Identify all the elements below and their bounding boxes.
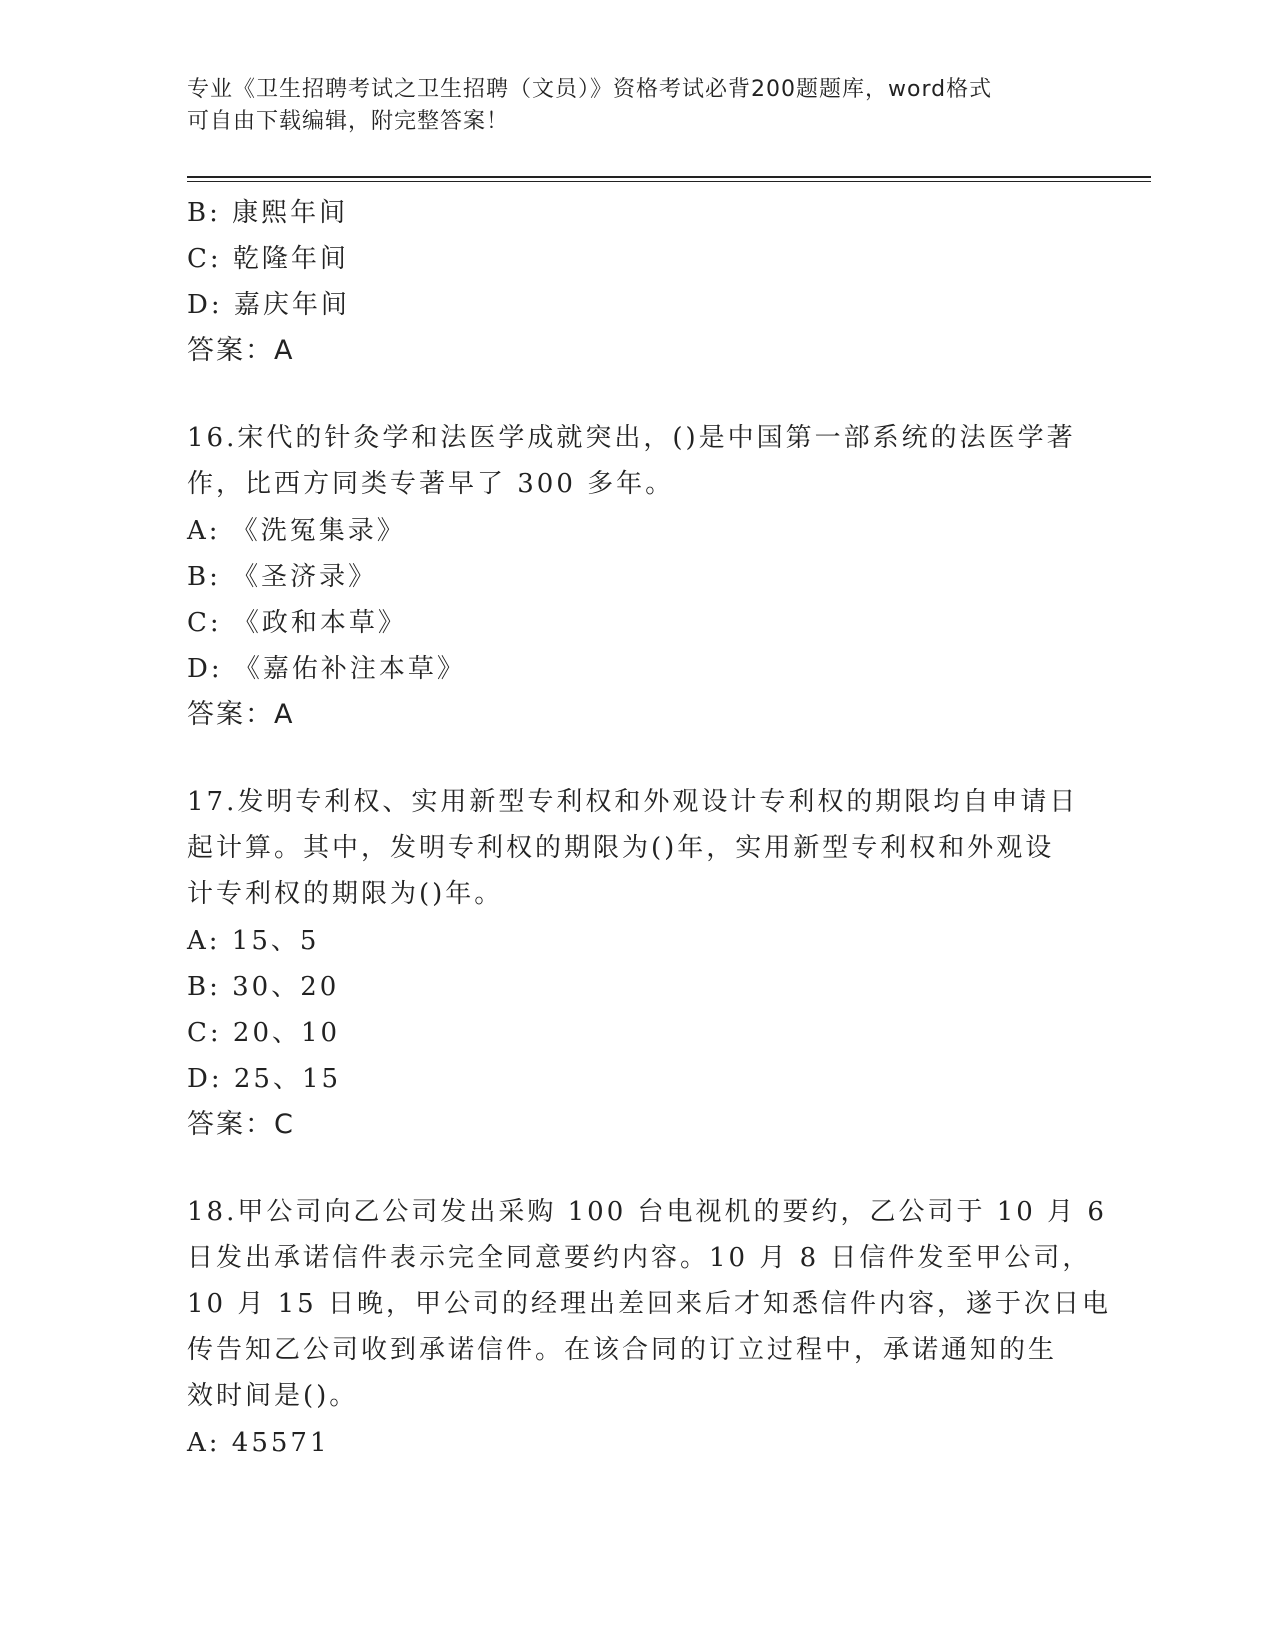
option-c: C: 《政和本草》 bbox=[187, 608, 407, 638]
question-text: 效时间是()。 bbox=[187, 1381, 359, 1411]
header-rule-thick bbox=[187, 176, 1151, 178]
answer: 答案：A bbox=[187, 699, 295, 730]
question-text: 10 月 15 日晚，甲公司的经理出差回来后才知悉信件内容，遂于次日电 bbox=[187, 1289, 1111, 1319]
document-header bbox=[187, 74, 1067, 138]
question-text: 18.甲公司向乙公司发出采购 100 台电视机的要约，乙公司于 10 月 6 bbox=[187, 1197, 1107, 1227]
option-d: D: 《嘉佑补注本草》 bbox=[187, 654, 466, 684]
option-a: A: 《洗冤集录》 bbox=[187, 516, 406, 546]
question-17 bbox=[187, 780, 1087, 1148]
option-d: D: 嘉庆年间 bbox=[187, 290, 350, 320]
question-16 bbox=[187, 416, 1087, 738]
answer: 答案：A bbox=[187, 335, 295, 366]
question-text: 计专利权的期限为()年。 bbox=[187, 879, 504, 909]
question-text: 传告知乙公司收到承诺信件。在该合同的订立过程中，承诺通知的生 bbox=[187, 1335, 1058, 1365]
option-b: B: 30、20 bbox=[187, 972, 340, 1002]
option-c: C: 乾隆年间 bbox=[187, 244, 349, 274]
option-a: A: 15、5 bbox=[187, 926, 320, 956]
question-text: 日发出承诺信件表示完全同意要约内容。10 月 8 日信件发至甲公司， bbox=[187, 1243, 1092, 1273]
header-rule-thin bbox=[187, 181, 1151, 182]
question-text: 16.宋代的针灸学和法医学成就突出，()是中国第一部系统的法医学著 bbox=[187, 423, 1076, 453]
answer: 答案：C bbox=[187, 1109, 295, 1140]
question-text: 起计算。其中，发明专利权的期限为()年，实用新型专利权和外观设 bbox=[187, 833, 1055, 863]
option-c: C: 20、10 bbox=[187, 1018, 341, 1048]
header-line-1: 专业《卫生招聘考试之卫生招聘（文员）》资格考试必背200题题库，word格式 bbox=[187, 77, 993, 102]
option-a: A: 45571 bbox=[187, 1428, 330, 1458]
document-body bbox=[187, 190, 1111, 1466]
question-text: 17.发明专利权、实用新型专利权和外观设计专利权的期限均自申请日 bbox=[187, 787, 1079, 817]
question-18 bbox=[187, 1190, 1111, 1466]
option-d: D: 25、15 bbox=[187, 1064, 342, 1094]
option-b: B: 《圣济录》 bbox=[187, 562, 378, 592]
header-line-2: 可自由下载编辑，附完整答案！ bbox=[187, 109, 510, 134]
option-b: B: 康熙年间 bbox=[187, 198, 349, 228]
question-15-tail bbox=[187, 190, 1087, 374]
question-text: 作，比西方同类专著早了 300 多年。 bbox=[187, 469, 675, 499]
